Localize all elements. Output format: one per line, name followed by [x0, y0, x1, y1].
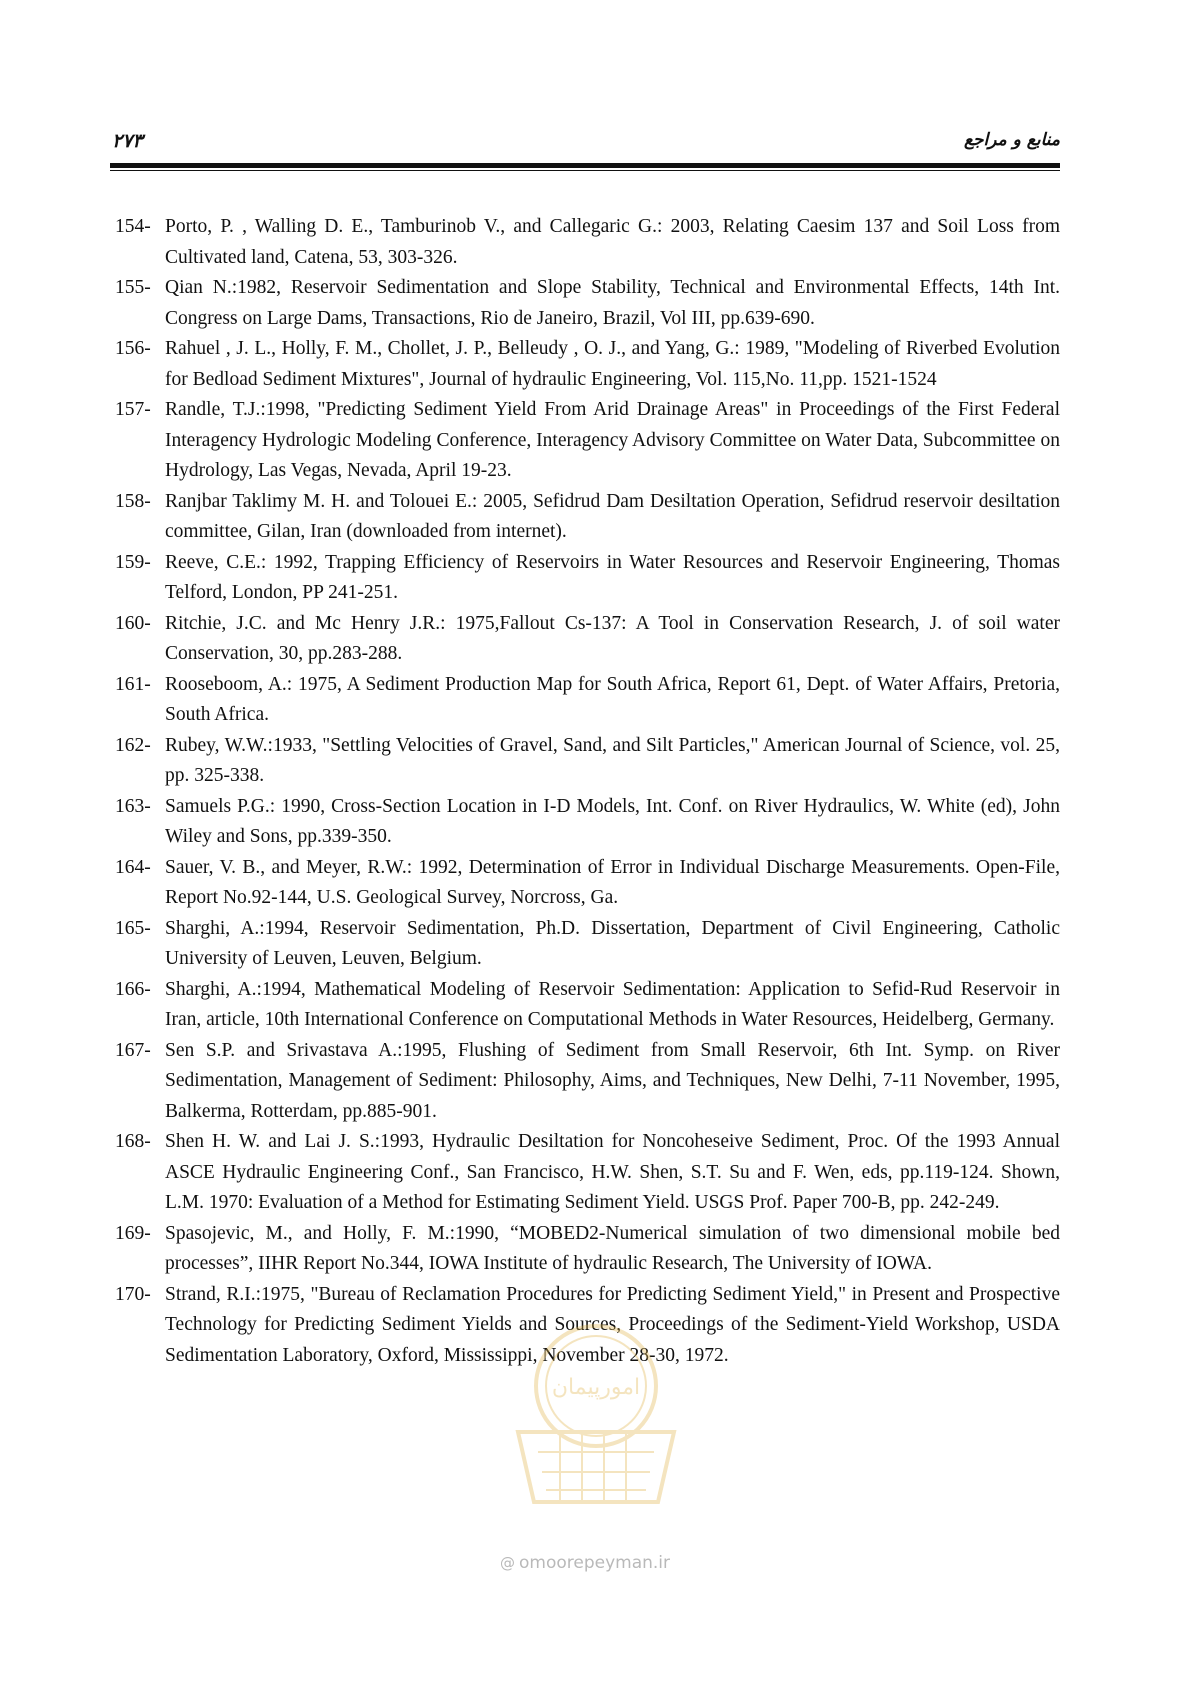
reference-item: [115, 1280, 1060, 1372]
reference-number: 157-: [115, 399, 151, 420]
reference-text: Strand, R.I.:1975, "Bureau of Reclamation Procedures for Predicting Sediment Yield," in Present and Prospective Technology for Predicting Sediment Yields and Sources, Proceedings of the Sediment-Yield Workshop, USDA Sedimentation Laboratory, Oxford, Mississippi, November 28-30, 1972.: [165, 1283, 1060, 1366]
header-rule-thick: [110, 163, 1060, 168]
reference-item: [115, 334, 1060, 395]
reference-number: 165-: [115, 917, 151, 939]
reference-item: [115, 975, 1060, 1036]
reference-number: 161-: [115, 673, 151, 695]
reference-item: [115, 395, 1060, 487]
reference-item: [115, 1219, 1060, 1280]
reference-item: [115, 212, 1060, 273]
reference-item: [115, 670, 1060, 731]
reference-text: Sen S.P. and Srivastava A.:1995, Flushing of Sediment from Small Reservoir, 6th Int. Symp. on River Sedimentation, Management of Sediment: Philosophy, Aims, and Techniques, New Delhi, 7-11 November, 1995, Balkerma, Rotterdam, pp.885-901.: [165, 1039, 1060, 1122]
reference-text: Shen H. W. and Lai J. S.:1993, Hydraulic Desiltation for Noncoheseive Sediment, Proc. Of the 1993 Annual ASCE Hydraulic Engineering Conf., San Francisco, H.W. Shen, S.T. Su and F. Wen, eds, pp.119-124. Shown, L.M. 1970: Evaluation of a Method for Estimating Sediment Yield. USGS Prof. Paper 700-B, pp. 242-249.: [165, 1131, 1060, 1213]
reference-number: 158-: [115, 490, 151, 512]
reference-number: 156-: [115, 338, 151, 359]
reference-text: Rubey, W.W.:1933, "Settling Velocities of Gravel, Sand, and Silt Particles," American Journal of Science, vol. 25, pp. 325-338.: [165, 734, 1060, 786]
reference-list: [115, 212, 1060, 1371]
reference-item: [115, 853, 1060, 914]
reference-text: Randle, T.J.:1998, "Predicting Sediment Yield From Arid Drainage Areas" in Proceedings of the First Federal Interagency Hydrologic Modeling Conference, Interagency Advisory Committee on Water Data, Subcommittee on Hydrology, Las Vegas, Nevada, April 19-23.: [165, 399, 1060, 481]
watermark-logo-text: امورپیمان: [551, 1375, 641, 1400]
reference-text: Ritchie, J.C. and Mc Henry J.R.: 1975,Fallout Cs-137: A Tool in Conservation Research, J. of soil water Conservation, 30, pp.283-288.: [165, 612, 1060, 664]
at-icon: @: [500, 1554, 515, 1572]
reference-text: Spasojevic, M., and Holly, F. M.:1990, “MOBED2-Numerical simulation of two dimensional mobile bed processes”, IIHR Report No.344, IOWA Institute of hydraulic Research, The University of IOWA.: [165, 1222, 1060, 1274]
reference-number: 170-: [115, 1283, 151, 1305]
reference-item: [115, 609, 1060, 670]
page-number: ۲۷۳: [112, 130, 143, 152]
reference-number: 166-: [115, 978, 151, 1000]
watermark-url: [500, 1553, 670, 1573]
reference-text: Porto, P. , Walling D. E., Tamburinob V., and Callegaric G.: 2003, Relating Caesim 137 and Soil Loss from Cultivated land, Catena, 53, 303-326.: [165, 216, 1060, 268]
reference-text: Samuels P.G.: 1990, Cross-Section Location in I-D Models, Int. Conf. on River Hydraulics, W. White (ed), John Wiley and Sons, pp.339-350.: [165, 795, 1060, 847]
reference-text: Reeve, C.E.: 1992, Trapping Efficiency of Reservoirs in Water Resources and Reservoir Engineering, Thomas Telford, London, PP 241-251.: [165, 551, 1060, 603]
reference-item: [115, 1036, 1060, 1128]
reference-number: 164-: [115, 856, 151, 878]
reference-text: Rahuel , J. L., Holly, F. M., Chollet, J. P., Belleudy , O. J., and Yang, G.: 1989, "Modeling of Riverbed Evolution for Bedload Sediment Mixtures", Journal of hydraulic Engineering, Vol. 115,No. 11,pp. 1521-1524: [165, 338, 1060, 390]
reference-number: 154-: [115, 216, 151, 237]
reference-number: 160-: [115, 612, 151, 634]
reference-item: [115, 792, 1060, 853]
reference-number: 162-: [115, 734, 151, 756]
reference-text: Qian N.:1982, Reservoir Sedimentation and Slope Stability, Technical and Environmental Effects, 14th Int. Congress on Large Dams, Transactions, Rio de Janeiro, Brazil, Vol III, pp.639-690.: [165, 277, 1060, 329]
reference-text: Ranjbar Taklimy M. H. and Tolouei E.: 2005, Sefidrud Dam Desiltation Operation, Sefidrud reservoir desiltation committee, Gilan, Iran (downloaded from internet).: [165, 490, 1060, 542]
reference-item: [115, 548, 1060, 609]
reference-text: Rooseboom, A.: 1975, A Sediment Production Map for South Africa, Report 61, Dept. of Water Affairs, Pretoria, South Africa.: [165, 673, 1060, 725]
reference-number: 159-: [115, 551, 151, 573]
section-title: منابع و مراجع: [963, 130, 1060, 150]
reference-item: [115, 1127, 1060, 1219]
reference-number: 169-: [115, 1222, 151, 1244]
reference-item: [115, 731, 1060, 792]
reference-number: 168-: [115, 1131, 151, 1152]
reference-text: Sharghi, A.:1994, Mathematical Modeling of Reservoir Sedimentation: Application to Sefid-Rud Reservoir in Iran, article, 10th International Conference on Computational Methods in Water Resources, Heidelberg, Germany.: [165, 978, 1060, 1030]
reference-item: [115, 273, 1060, 334]
reference-text: Sharghi, A.:1994, Reservoir Sedimentation, Ph.D. Dissertation, Department of Civil Engineering, Catholic University of Leuven, Leuven, Belgium.: [165, 917, 1060, 969]
header-rule-thin: [110, 170, 1060, 171]
reference-number: 155-: [115, 277, 151, 298]
reference-number: 167-: [115, 1039, 151, 1061]
reference-item: [115, 914, 1060, 975]
reference-item: [115, 487, 1060, 548]
watermark-url-text: omoorepeyman.ir: [519, 1553, 671, 1573]
reference-text: Sauer, V. B., and Meyer, R.W.: 1992, Determination of Error in Individual Discharge Measurements. Open-File, Report No.92-144, U.S. Geological Survey, Norcross, Ga.: [165, 856, 1060, 908]
reference-number: 163-: [115, 795, 151, 817]
